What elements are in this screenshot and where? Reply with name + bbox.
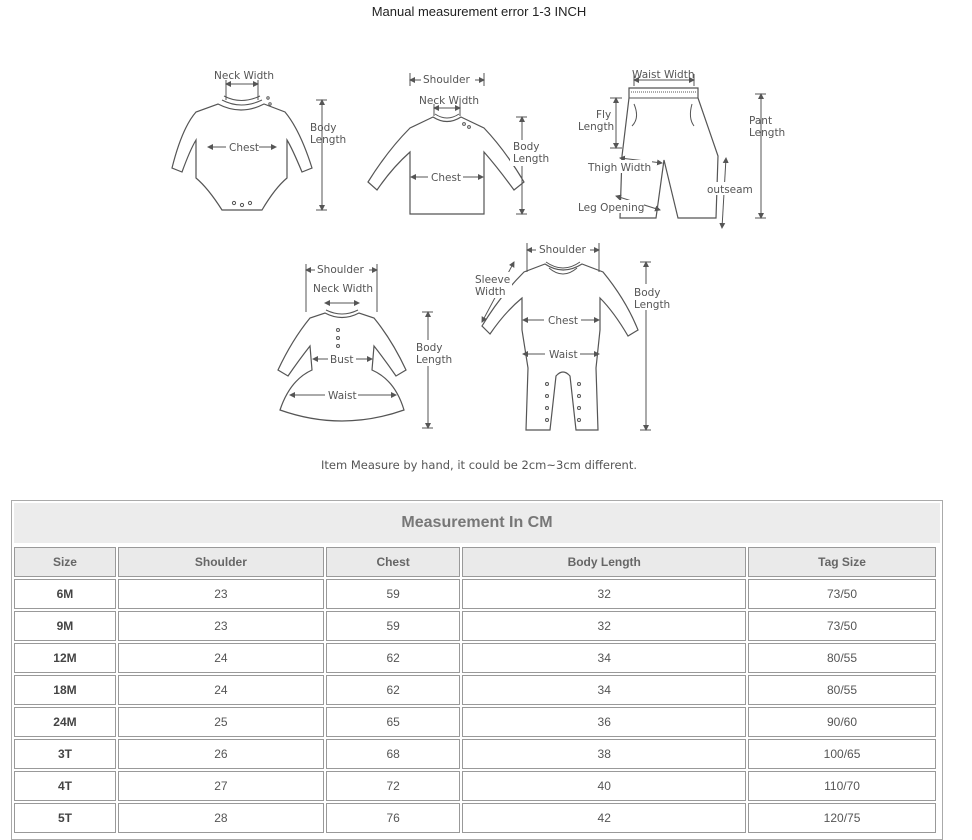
romper-waist-label: Waist — [549, 349, 578, 361]
bodysuit-neck-label: Neck Width — [214, 70, 275, 82]
romper-shoulder-label: Shoulder — [539, 244, 586, 256]
chest-cell: 72 — [326, 771, 461, 801]
hand-measure-note: Item Measure by hand, it could be 2cm~3cm different. — [320, 458, 638, 472]
shoulder-cell: 23 — [118, 611, 324, 641]
tag-size-cell: 80/55 — [748, 675, 936, 705]
pants-waist-label: Waist Width — [632, 69, 695, 81]
bodysuit-body-label-1: Body — [310, 122, 337, 134]
romper-body-label-2: Length — [634, 299, 671, 311]
chest-cell: 59 — [326, 611, 461, 641]
table-row — [14, 803, 936, 833]
chest-cell: 62 — [326, 643, 461, 673]
size-cell: 5T — [14, 803, 116, 833]
pants-leg-label: Leg Opening — [578, 202, 645, 214]
shirt-neck-label: Neck Width — [419, 95, 480, 107]
shoulder-cell: 23 — [118, 579, 324, 609]
shirt-body-label-2: Length — [513, 153, 550, 165]
body-length-cell: 38 — [462, 739, 746, 769]
tag-size-cell: 73/50 — [748, 611, 936, 641]
romper-sleeve-label-1: Sleeve — [475, 274, 511, 286]
size-cell: 18M — [14, 675, 116, 705]
shoulder-cell: 28 — [118, 803, 324, 833]
chest-cell: 68 — [326, 739, 461, 769]
measurement-error-note: Manual measurement error 1-3 INCH — [371, 4, 587, 19]
pants-pant-label-2: Length — [749, 127, 786, 139]
shirt-chest-label: Chest — [431, 172, 462, 184]
romper-diagram — [472, 243, 672, 430]
table-row — [14, 643, 936, 673]
bodysuit-body-label-2: Length — [310, 134, 347, 146]
table-header-row — [14, 547, 936, 577]
tag-size-cell: 120/75 — [748, 803, 936, 833]
shoulder-cell: 24 — [118, 643, 324, 673]
shoulder-cell: 24 — [118, 675, 324, 705]
header-chest: Chest — [326, 547, 461, 577]
pants-fly-label-1: Fly — [596, 109, 612, 121]
dress-diagram — [278, 263, 454, 428]
chest-cell: 59 — [326, 579, 461, 609]
size-cell: 3T — [14, 739, 116, 769]
dress-body-label-1: Body — [416, 342, 443, 354]
table-row — [14, 707, 936, 737]
body-length-cell: 40 — [462, 771, 746, 801]
header-tag-size: Tag Size — [748, 547, 936, 577]
size-cell: 4T — [14, 771, 116, 801]
table-title: Measurement In CM — [14, 503, 940, 543]
body-length-cell: 42 — [462, 803, 746, 833]
dress-neck-label: Neck Width — [313, 283, 374, 295]
body-length-cell: 34 — [462, 675, 746, 705]
size-cell: 12M — [14, 643, 116, 673]
table-row — [14, 611, 936, 641]
tag-size-cell: 73/50 — [748, 579, 936, 609]
dress-shoulder-label: Shoulder — [317, 264, 364, 276]
tag-size-cell: 100/65 — [748, 739, 936, 769]
romper-chest-label: Chest — [548, 315, 579, 327]
header-shoulder: Shoulder — [118, 547, 324, 577]
header-body-length: Body Length — [462, 547, 746, 577]
tag-size-cell: 80/55 — [748, 643, 936, 673]
chest-cell: 65 — [326, 707, 461, 737]
shoulder-cell: 27 — [118, 771, 324, 801]
body-length-cell: 36 — [462, 707, 746, 737]
pants-outseam-label: outseam — [707, 184, 753, 196]
pants-pant-label-1: Pant — [749, 115, 773, 127]
table-row — [14, 771, 936, 801]
bodysuit-chest-label: Chest — [229, 142, 260, 154]
shirt-body-label-1: Body — [513, 141, 540, 153]
size-chart-table — [12, 545, 938, 835]
pants-fly-label-2: Length — [578, 121, 615, 133]
size-cell: 6M — [14, 579, 116, 609]
size-cell: 9M — [14, 611, 116, 641]
header-size: Size — [14, 547, 116, 577]
pants-diagram — [576, 69, 785, 228]
measurement-table-container — [11, 500, 943, 840]
pants-thigh-label: Thigh Width — [588, 162, 652, 174]
shoulder-cell: 26 — [118, 739, 324, 769]
dress-body-label-2: Length — [416, 354, 453, 366]
shirt-diagram — [368, 73, 550, 214]
body-length-cell: 32 — [462, 579, 746, 609]
shoulder-cell: 25 — [118, 707, 324, 737]
shirt-shoulder-label: Shoulder — [423, 74, 470, 86]
tag-size-cell: 110/70 — [748, 771, 936, 801]
romper-body-label-1: Body — [634, 287, 661, 299]
bodysuit-diagram — [172, 70, 346, 210]
table-row — [14, 579, 936, 609]
table-row — [14, 739, 936, 769]
body-length-cell: 34 — [462, 643, 746, 673]
chest-cell: 76 — [326, 803, 461, 833]
romper-sleeve-label-2: Width — [475, 286, 506, 298]
body-length-cell: 32 — [462, 611, 746, 641]
dress-waist-label: Waist — [328, 390, 357, 402]
dress-bust-label: Bust — [330, 354, 354, 366]
tag-size-cell: 90/60 — [748, 707, 936, 737]
chest-cell: 62 — [326, 675, 461, 705]
size-cell: 24M — [14, 707, 116, 737]
table-row — [14, 675, 936, 705]
